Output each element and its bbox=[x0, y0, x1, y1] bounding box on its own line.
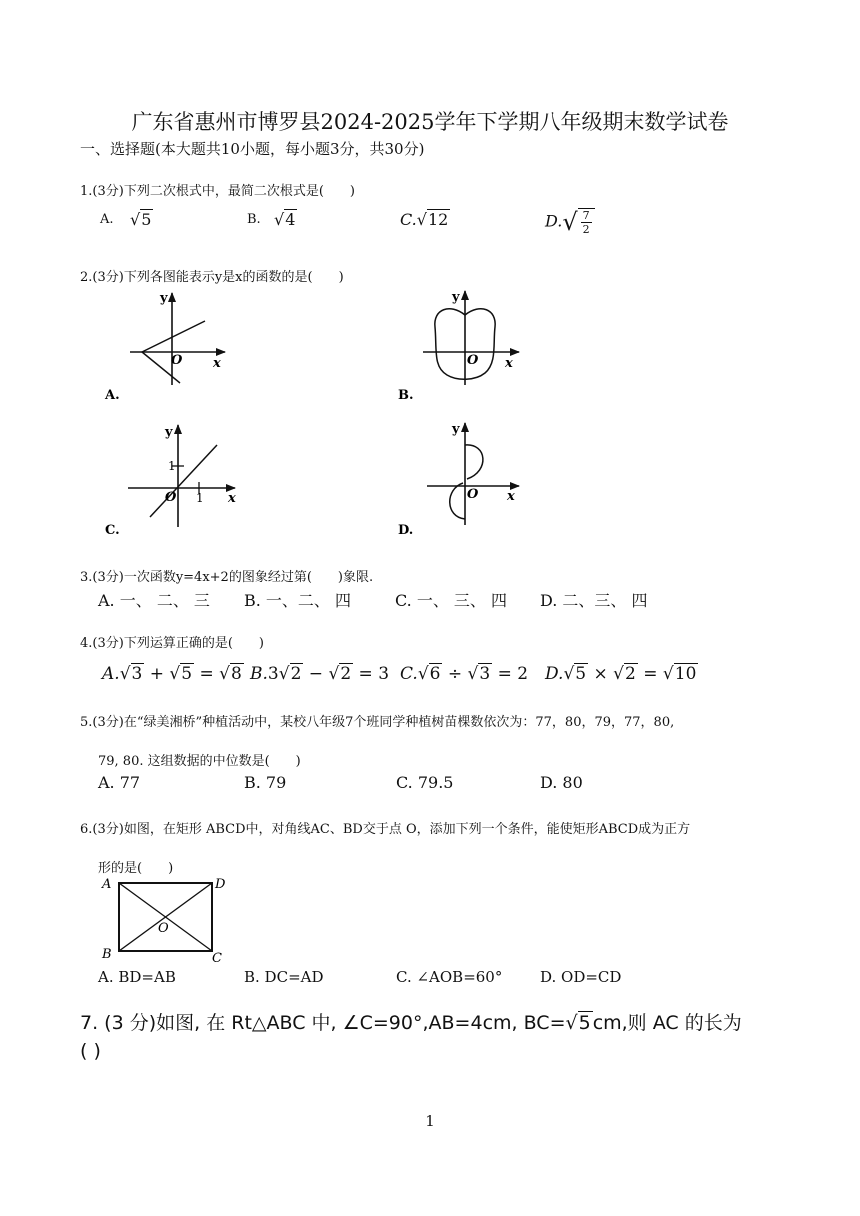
radical-sign: √ bbox=[119, 664, 131, 684]
numerator: 7 bbox=[582, 209, 590, 222]
y-one-label: 1 bbox=[168, 459, 176, 473]
equals-sign: = bbox=[194, 664, 220, 684]
q5-option-b: B. 79 bbox=[244, 773, 287, 792]
radical-sign: √ bbox=[416, 210, 427, 229]
radical-sign: √ bbox=[274, 210, 285, 229]
x-axis-label: x bbox=[505, 356, 513, 371]
radical-sign: √ bbox=[467, 664, 479, 684]
page-number: 1 bbox=[425, 1112, 435, 1130]
q2-graphs bbox=[95, 285, 695, 550]
equals-sign: = bbox=[637, 664, 663, 684]
radical-sign: √ bbox=[662, 664, 674, 684]
line-graph bbox=[150, 445, 217, 517]
question-5-stem-line1: 5.(3分)在“绿美湘桥”种植活动中，某校八年级7个班同学种植树苗棵数依次为：77，80，79，77，80, bbox=[80, 715, 675, 730]
radicand: 5 bbox=[181, 664, 193, 684]
vertex-b-label: B bbox=[102, 947, 112, 962]
radicand: 12 bbox=[427, 210, 449, 229]
q4-option-b bbox=[250, 664, 389, 684]
q7-text-before: 7. (3 分)如图, 在 Rt△ABC 中, ∠C=90°,AB=4cm, BC= bbox=[80, 1012, 566, 1034]
graph-c bbox=[105, 425, 236, 538]
origin-label: O bbox=[171, 353, 183, 368]
radicand: 3 bbox=[479, 664, 491, 684]
radical-sign: √ bbox=[219, 664, 230, 684]
result: 2 bbox=[517, 664, 529, 684]
question-7-stem bbox=[80, 1008, 742, 1035]
radicand: 2 bbox=[290, 664, 302, 684]
radical-sign: √ bbox=[565, 1012, 578, 1034]
graph-b bbox=[398, 290, 519, 403]
y-axis-label: y bbox=[452, 422, 460, 437]
question-6-stem-line2: 形的是( ) bbox=[98, 861, 174, 876]
option-label: C. bbox=[400, 210, 417, 229]
section-heading: 一、选择题(本大题共10小题，每小题3分，共30分) bbox=[80, 140, 425, 158]
q1-option-b-label: B. bbox=[247, 212, 261, 227]
x-axis-label: x bbox=[507, 489, 515, 504]
q3-option-c: C. 一、 三、 四 bbox=[395, 591, 508, 610]
radicand: 2 bbox=[625, 664, 636, 684]
question-4-stem: 4.(3分)下列运算正确的是( ) bbox=[80, 636, 264, 651]
equals-sign: = bbox=[353, 664, 379, 684]
q5-option-a: A. 77 bbox=[98, 773, 141, 792]
graph-label: D. bbox=[398, 523, 414, 538]
plus-sign: + bbox=[144, 664, 170, 684]
lower-arc bbox=[450, 483, 465, 519]
equals-sign: = bbox=[492, 664, 518, 684]
radical-sign: √ bbox=[562, 208, 578, 236]
q5-option-c: C. 79.5 bbox=[396, 773, 454, 792]
radicand: 2 bbox=[340, 664, 352, 684]
y-axis-label: y bbox=[160, 291, 168, 306]
x-axis-label: x bbox=[213, 356, 221, 371]
option-label: C. bbox=[400, 664, 418, 684]
radical-sign: √ bbox=[130, 210, 141, 229]
q7-text-after: cm,则 AC 的长为 bbox=[592, 1012, 742, 1034]
vertex-c-label: C bbox=[212, 951, 222, 964]
radicand: 4 bbox=[285, 210, 296, 229]
q4-option-d bbox=[545, 664, 698, 684]
q6-option-a: A. BD=AB bbox=[98, 968, 176, 986]
question-3-stem: 3.(3分)一次函数y=4x+2的图象经过第( )象限. bbox=[80, 570, 374, 585]
origin-label: O bbox=[467, 487, 479, 502]
radical-sign: √ bbox=[328, 664, 340, 684]
y-axis-label: y bbox=[165, 425, 173, 440]
vertex-d-label: D bbox=[215, 877, 226, 892]
graph-label: A. bbox=[105, 388, 120, 403]
radical-sign: √ bbox=[417, 664, 429, 684]
page-title: 广东省惠州市博罗县2024-2025学年下学期八年级期末数学试卷 bbox=[131, 110, 729, 134]
radicand: 5 bbox=[575, 664, 587, 684]
graph-label: C. bbox=[105, 523, 120, 538]
x-axis-label: x bbox=[228, 491, 236, 506]
q5-option-d: D. 80 bbox=[540, 773, 583, 792]
radicand: 8 bbox=[231, 664, 242, 684]
denominator: 2 bbox=[582, 223, 590, 236]
origin-label: O bbox=[467, 353, 479, 368]
question-1-stem: 1.(3分)下列二次根式中，最简二次根式是( ) bbox=[80, 184, 355, 199]
q4-option-c bbox=[400, 664, 528, 684]
divide-sign: ÷ bbox=[442, 664, 468, 684]
q3-option-d: D. 二、三、 四 bbox=[540, 591, 648, 610]
origin-label: O bbox=[165, 490, 177, 505]
radicand: 10 bbox=[674, 664, 697, 684]
upper-arc bbox=[465, 445, 483, 479]
radicand: 6 bbox=[429, 664, 441, 684]
result: 3 bbox=[378, 664, 390, 684]
minus-sign: − bbox=[303, 664, 329, 684]
graph-d bbox=[398, 422, 519, 538]
q6-rectangle-figure bbox=[96, 872, 236, 964]
option-label: B. bbox=[250, 664, 268, 684]
q1-option-b-expr bbox=[274, 210, 297, 229]
radical-sign: √ bbox=[563, 664, 575, 684]
radical-sign: √ bbox=[278, 664, 290, 684]
graph-label: B. bbox=[398, 388, 414, 403]
question-5-stem-line2: 79, 80. 这组数据的中位数是( ) bbox=[98, 754, 301, 769]
fraction bbox=[578, 208, 595, 236]
q6-option-b: B. DC=AD bbox=[244, 968, 324, 986]
question-6-stem-line1: 6.(3分)如图，在矩形 ABCD中，对角线AC、BD交于点 O，添加下列一个条件，能使矩形ABCD成为正方 bbox=[80, 822, 691, 837]
y-axis-label: y bbox=[452, 290, 460, 305]
question-2-stem: 2.(3分)下列各图能表示y是x的函数的是( ) bbox=[80, 270, 344, 285]
q6-option-c: C. ∠AOB=60° bbox=[396, 968, 503, 986]
x-one-label: 1 bbox=[196, 491, 204, 505]
option-label: D. bbox=[545, 211, 563, 231]
q1-option-a-label: A. bbox=[100, 212, 114, 227]
option-label: D. bbox=[545, 664, 564, 684]
graph-a bbox=[104, 291, 225, 403]
radicand: 5 bbox=[141, 210, 152, 229]
q3-option-b: B. 一、二、 四 bbox=[244, 591, 352, 610]
center-o-label: O bbox=[158, 921, 169, 936]
radical-sign: √ bbox=[169, 664, 181, 684]
radicand: 3 bbox=[131, 664, 143, 684]
q4-option-a bbox=[102, 664, 244, 684]
option-label: A. bbox=[102, 664, 120, 684]
radical-sign: √ bbox=[613, 664, 625, 684]
q1-option-d bbox=[545, 208, 595, 236]
q1-option-a-expr bbox=[130, 210, 153, 229]
q3-option-a: A. 一、 二、 三 bbox=[98, 591, 210, 610]
q6-option-d: D. OD=CD bbox=[540, 968, 622, 986]
radicand: 5 bbox=[578, 1012, 591, 1034]
vertex-a-label: A bbox=[102, 877, 112, 892]
q1-option-c bbox=[400, 210, 450, 229]
question-7-answer-bracket: ( ) bbox=[80, 1040, 101, 1062]
coefficient: 3 bbox=[267, 664, 279, 684]
times-sign: × bbox=[588, 664, 614, 684]
